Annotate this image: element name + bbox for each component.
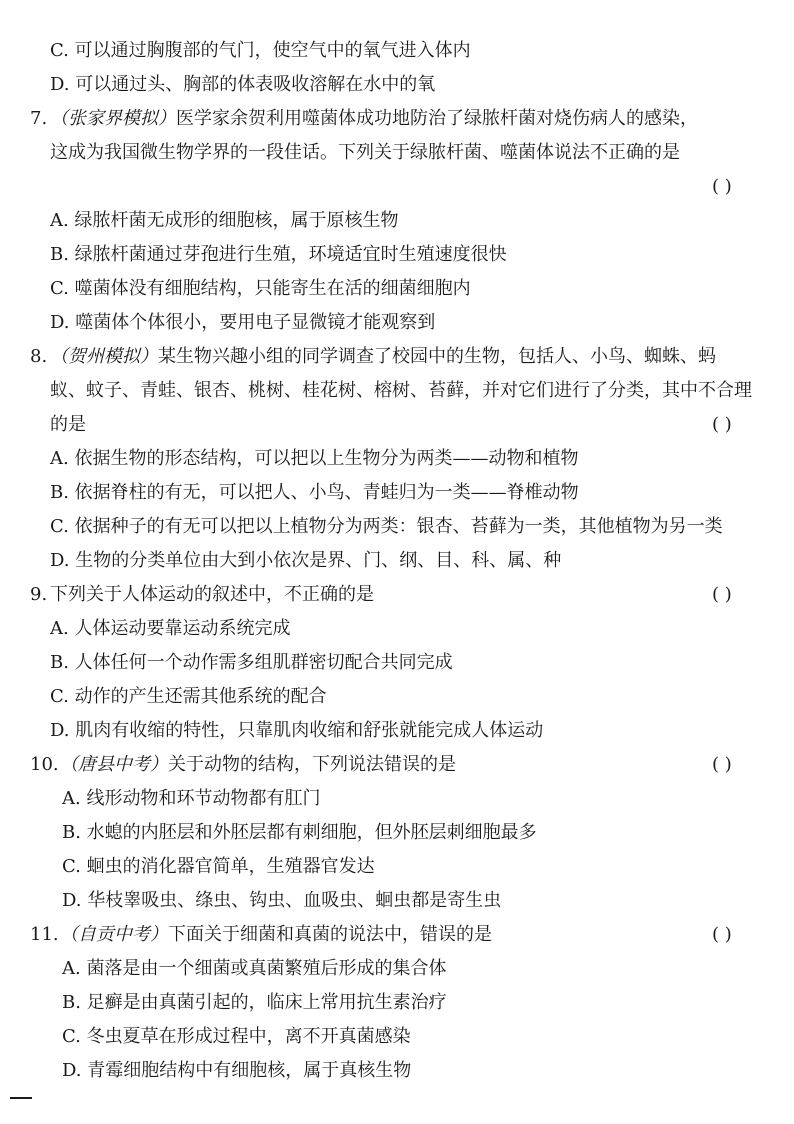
q7-answer-bracket: ( ) [712, 176, 732, 197]
q10-stem-line1 [0, 752, 794, 778]
q8-stem-line2: 蚁、蚊子、青蛙、银杏、桃树、桂花树、榕树、苔藓，并对它们进行了分类，其中不合理 [50, 380, 752, 401]
q8-stem-line3-row [0, 412, 794, 438]
q6-option-d: D. 可以通过头、胸部的体表吸收溶解在水中的氧 [50, 74, 436, 95]
q6-option-c: C. 可以通过胸腹部的气门，使空气中的氧气进入体内 [50, 40, 471, 61]
q7-stem-line1 [0, 106, 794, 132]
q10-option-a: A. 线形动物和环节动物都有肛门 [62, 788, 321, 809]
q9-option-d: D. 肌肉有收缩的特性，只靠肌肉收缩和舒张就能完成人体运动 [50, 720, 544, 741]
q8-option-c: C. 依据种子的有无可以把以上植物分为两类：银杏、苔藓为一类，其他植物为另一类 [50, 516, 723, 537]
q8-source: （贺州模拟） [50, 346, 158, 367]
q9-number: 9. [30, 584, 48, 605]
q10-option-b: B. 水螅的内胚层和外胚层都有刺细胞，但外胚层刺细胞最多 [62, 822, 537, 843]
q11-option-c: C. 冬虫夏草在形成过程中，离不开真菌感染 [62, 1026, 411, 1047]
q10-source: （唐县中考） [60, 754, 168, 775]
q9-option-b: B. 人体任何一个动作需多组肌群密切配合共同完成 [50, 652, 453, 673]
q7-option-c: C. 噬菌体没有细胞结构，只能寄生在活的细菌细胞内 [50, 278, 471, 299]
q8-stem-line1 [0, 344, 794, 370]
q11-number: 11. [30, 924, 59, 945]
q7-answer-row [0, 174, 794, 200]
q9-option-a: A. 人体运动要靠运动系统完成 [50, 618, 291, 639]
q10-number: 10. [30, 754, 59, 775]
q8-answer-bracket: ( ) [712, 414, 732, 435]
q11-option-a: A. 菌落是由一个细菌或真菌繁殖后形成的集合体 [62, 958, 447, 979]
q11-source: （自贡中考） [60, 924, 168, 945]
q11-option-b: B. 足癣是由真菌引起的，临床上常用抗生素治疗 [62, 992, 447, 1013]
q10-option-d: D. 华枝睾吸虫、绦虫、钩虫、血吸虫、蛔虫都是寄生虫 [62, 890, 502, 911]
q7-option-b: B. 绿脓杆菌通过芽孢进行生殖，环境适宜时生殖速度很快 [50, 244, 507, 265]
q10-option-c: C. 蛔虫的消化器官简单，生殖器官发达 [62, 856, 375, 877]
q7-source: （张家界模拟） [50, 108, 176, 129]
q9-option-c: C. 动作的产生还需其他系统的配合 [50, 686, 327, 707]
q7-stem-line2: 这成为我国微生物学界的一段佳话。下列关于绿脓杆菌、噬菌体说法不正确的是 [50, 142, 680, 163]
q10-answer-bracket: ( ) [712, 754, 732, 775]
q11-stem-line1 [0, 922, 794, 948]
q11-option-d: D. 青霉细胞结构中有细胞核，属于真核生物 [62, 1060, 412, 1081]
q9-stem-line1 [0, 582, 794, 608]
q9-answer-bracket: ( ) [712, 584, 732, 605]
q8-text-1: 某生物兴趣小组的同学调查了校园中的生物，包括人、小鸟、蜘蛛、蚂 [158, 346, 716, 367]
q8-option-b: B. 依据脊柱的有无，可以把人、小鸟、青蛙归为一类——脊椎动物 [50, 482, 579, 503]
footer-dash [10, 1097, 32, 1099]
q7-option-a: A. 绿脓杆菌无成形的细胞核，属于原核生物 [50, 210, 399, 231]
q11-text-1: 下面关于细菌和真菌的说法中，错误的是 [168, 924, 492, 945]
q11-answer-bracket: ( ) [712, 924, 732, 945]
q8-option-a: A. 依据生物的形态结构，可以把以上生物分为两类——动物和植物 [50, 448, 579, 469]
q7-option-d: D. 噬菌体个体很小，要用电子显微镜才能观察到 [50, 312, 436, 333]
q7-text-1: 医学家余贺利用噬菌体成功地防治了绿脓杆菌对烧伤病人的感染， [176, 108, 698, 129]
q7-number: 7. [30, 108, 48, 129]
q8-stem-line3: 的是 [50, 414, 86, 435]
q8-option-d: D. 生物的分类单位由大到小依次是界、门、纲、目、科、属、种 [50, 550, 562, 571]
q8-number: 8. [30, 346, 48, 367]
q9-text-1: 下列关于人体运动的叙述中，不正确的是 [50, 584, 374, 605]
q10-text-1: 关于动物的结构，下列说法错误的是 [168, 754, 456, 775]
